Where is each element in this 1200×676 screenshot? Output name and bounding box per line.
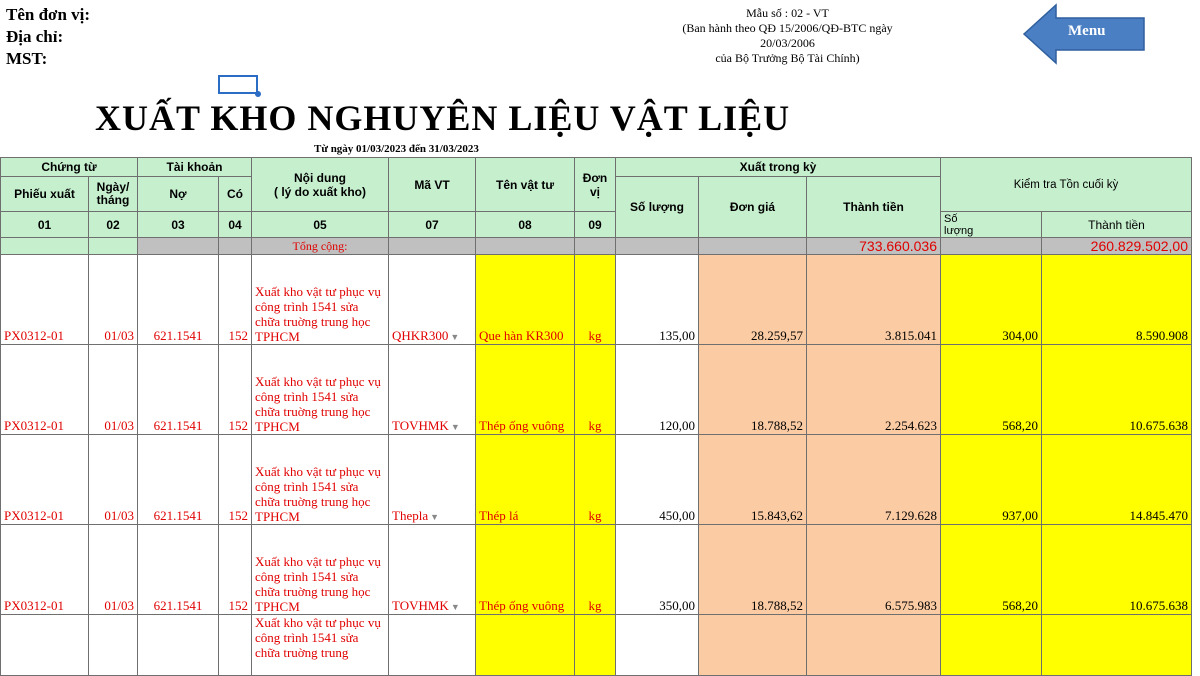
cell[interactable] (389, 238, 476, 255)
dropdown-arrow-icon[interactable]: ▼ (450, 602, 460, 612)
cell[interactable] (699, 615, 807, 676)
ten-vt-cell[interactable]: Thép ống vuông (476, 345, 575, 435)
cell[interactable] (89, 615, 138, 676)
cell[interactable] (699, 238, 807, 255)
table-row (1, 525, 1192, 615)
no-cell[interactable]: 621.1541 (138, 435, 219, 525)
menu-label: Menu (1068, 23, 1106, 39)
header-don-vi-2: vị (589, 184, 600, 199)
dropdown-arrow-icon[interactable]: ▼ (450, 422, 460, 432)
don-gia-cell[interactable]: 18.788,52 (699, 525, 807, 615)
header-no: Nợ (138, 177, 219, 212)
cell[interactable] (616, 615, 699, 676)
cell[interactable] (807, 615, 941, 676)
co-cell[interactable]: 152 (219, 435, 252, 525)
cell[interactable] (476, 238, 575, 255)
reason-cell[interactable]: Xuất kho vật tư phục vụ công trình 1541 sửa chữa truờng trung học TPHCM (252, 255, 389, 345)
header-ngay-1: Ngày/ (96, 180, 130, 194)
ngay-cell[interactable]: 01/03 (89, 255, 138, 345)
so-luong-cell[interactable]: 450,00 (616, 435, 699, 525)
cell[interactable] (941, 615, 1042, 676)
header-kt-so-2: lượng (944, 224, 974, 237)
ma-vt-cell[interactable] (389, 255, 476, 345)
cell[interactable] (219, 238, 252, 255)
reason-cell[interactable]: Xuất kho vật tư phục vụ công trình 1541 sửa chữa truờng trung học TPHCM (252, 525, 389, 615)
cell[interactable] (389, 615, 476, 676)
don-vi-cell[interactable]: kg (575, 255, 616, 345)
phieu-xuat-cell[interactable]: PX0312-01 (1, 255, 89, 345)
col-number: 09 (575, 212, 616, 238)
kt-thanh-tien-cell[interactable]: 10.675.638 (1042, 345, 1192, 435)
export-table (0, 157, 1192, 676)
ten-vt-cell[interactable]: Thép lá (476, 435, 575, 525)
cell[interactable] (616, 238, 699, 255)
selected-cell[interactable] (218, 75, 258, 94)
kt-thanh-tien-cell[interactable]: 10.675.638 (1042, 525, 1192, 615)
table-row (1, 255, 1192, 345)
cell[interactable] (1042, 615, 1192, 676)
totals-label[interactable]: Tổng cộng: (252, 238, 389, 255)
col-number: 03 (138, 212, 219, 238)
address-label: Địa chỉ: (6, 27, 64, 46)
phieu-xuat-cell[interactable]: PX0312-01 (1, 345, 89, 435)
date-range: Từ ngày 01/03/2023 đến 31/03/2023 (314, 143, 479, 155)
don-vi-cell[interactable]: kg (575, 345, 616, 435)
don-vi-cell[interactable]: kg (575, 435, 616, 525)
phieu-xuat-cell[interactable]: PX0312-01 (1, 525, 89, 615)
header-don-vi-1: Đơn (582, 170, 608, 185)
ten-vt-cell[interactable]: Que hàn KR300 (476, 255, 575, 345)
cell[interactable] (1, 238, 89, 255)
co-cell[interactable]: 152 (219, 345, 252, 435)
cell[interactable] (138, 615, 219, 676)
form-line-3: 20/03/2006 (760, 36, 815, 50)
table-row (1, 435, 1192, 525)
header-co: Có (219, 177, 252, 212)
kt-thanh-tien-cell[interactable]: 14.845.470 (1042, 435, 1192, 525)
reason-cell[interactable]: Xuất kho vật tư phục vụ công trình 1541 sửa chữa truờng trung (252, 615, 389, 676)
ma-vt-cell[interactable] (389, 435, 476, 525)
cell[interactable] (219, 615, 252, 676)
don-gia-cell[interactable]: 15.843,62 (699, 435, 807, 525)
ma-vt-cell[interactable] (389, 525, 476, 615)
kt-so-luong-cell[interactable]: 304,00 (941, 255, 1042, 345)
header-ten-vt: Tên vật tư (476, 158, 575, 212)
ngay-cell[interactable]: 01/03 (89, 345, 138, 435)
dropdown-arrow-icon[interactable]: ▼ (450, 332, 460, 342)
ngay-cell[interactable]: 01/03 (89, 525, 138, 615)
menu-button[interactable] (1022, 3, 1148, 65)
table-row (1, 345, 1192, 435)
header-don-gia: Đơn giá (699, 177, 807, 238)
kt-so-luong-cell[interactable]: 568,20 (941, 345, 1042, 435)
page-title: XUẤT KHO NGHUYÊN LIỆU VẬT LIỆU (95, 98, 791, 138)
col-number: 08 (476, 212, 575, 238)
header-so-luong: Số lượng (616, 177, 699, 238)
cell[interactable] (575, 615, 616, 676)
cell[interactable] (138, 238, 219, 255)
so-luong-cell[interactable]: 120,00 (616, 345, 699, 435)
thanh-tien-cell[interactable]: 7.129.628 (807, 435, 941, 525)
co-cell[interactable]: 152 (219, 525, 252, 615)
col-number: 01 (1, 212, 89, 238)
header-thanh-tien: Thành tiền (807, 177, 941, 238)
kt-so-luong-cell[interactable]: 937,00 (941, 435, 1042, 525)
don-vi-cell[interactable]: kg (575, 525, 616, 615)
don-gia-cell[interactable]: 18.788,52 (699, 345, 807, 435)
cell[interactable] (941, 238, 1042, 255)
col-number: 07 (389, 212, 476, 238)
no-cell[interactable]: 621.1541 (138, 255, 219, 345)
header-don-vi (575, 158, 616, 212)
thanh-tien-cell[interactable]: 2.254.623 (807, 345, 941, 435)
header-phieu-xuat: Phiếu xuất (1, 177, 89, 212)
form-number-block (660, 6, 915, 66)
header-tai-khoan: Tài khoản (138, 158, 252, 177)
table-row (1, 615, 1192, 676)
form-line-1: Mẫu số : 02 - VT (746, 6, 829, 20)
no-cell[interactable]: 621.1541 (138, 345, 219, 435)
totals-row (1, 238, 1192, 255)
table-body (1, 255, 1192, 676)
cell[interactable] (89, 238, 138, 255)
totals-thanh-tien[interactable]: 733.660.036 (807, 238, 941, 255)
form-line-4: của Bộ Trưởng Bộ Tài Chính) (715, 51, 860, 65)
col-number: 05 (252, 212, 389, 238)
don-gia-cell[interactable]: 28.259,57 (699, 255, 807, 345)
kt-thanh-tien-cell[interactable]: 8.590.908 (1042, 255, 1192, 345)
co-cell[interactable]: 152 (219, 255, 252, 345)
ngay-cell[interactable]: 01/03 (89, 435, 138, 525)
thanh-tien-cell[interactable]: 6.575.983 (807, 525, 941, 615)
reason-cell[interactable]: Xuất kho vật tư phục vụ công trình 1541 sửa chữa truờng trung học TPHCM (252, 435, 389, 525)
header-ngay (89, 177, 138, 212)
kt-so-luong-cell[interactable]: 568,20 (941, 525, 1042, 615)
header-kiem-tra: Kiểm tra Tồn cuối kỳ (941, 158, 1192, 212)
ten-vt-cell[interactable]: Thép ống vuông (476, 525, 575, 615)
form-line-2: (Ban hành theo QĐ 15/2006/QĐ-BTC ngày (682, 21, 893, 35)
header-ma-vt: Mã VT (389, 158, 476, 212)
phieu-xuat-cell[interactable]: PX0312-01 (1, 435, 89, 525)
ma-vt-value: TOVHMK (392, 418, 449, 433)
dropdown-arrow-icon[interactable]: ▼ (430, 512, 440, 522)
reason-cell[interactable]: Xuất kho vật tư phục vụ công trình 1541 sửa chữa truờng trung học TPHCM (252, 345, 389, 435)
header-kt-so-1: Số (944, 212, 958, 225)
thanh-tien-cell[interactable]: 3.815.041 (807, 255, 941, 345)
header-kt-so-luong (941, 212, 1042, 238)
totals-kt-thanh-tien[interactable]: 260.829.502,00 (1042, 238, 1192, 255)
unit-label: Tên đơn vị: (6, 5, 91, 24)
so-luong-cell[interactable]: 135,00 (616, 255, 699, 345)
header-noi-dung-sub: ( lý do xuất kho) (273, 184, 366, 199)
header-kt-thanh-tien: Thành tiền (1042, 212, 1192, 238)
ma-vt-value: QHKR300 (392, 328, 449, 343)
col-number: 02 (89, 212, 138, 238)
tax-label: MST: (6, 49, 48, 68)
ma-vt-cell[interactable] (389, 345, 476, 435)
header-noi-dung (252, 158, 389, 212)
ma-vt-value: TOVHMK (392, 598, 449, 613)
header-ngay-2: tháng (96, 193, 130, 207)
header-chung-tu: Chứng từ (1, 158, 138, 177)
cell[interactable] (476, 615, 575, 676)
no-cell[interactable]: 621.1541 (138, 525, 219, 615)
ma-vt-value: Thepla (392, 508, 429, 523)
cell[interactable] (1, 615, 89, 676)
col-number: 04 (219, 212, 252, 238)
cell[interactable] (575, 238, 616, 255)
header-xuat-trong-ky: Xuất trong kỳ (616, 158, 941, 177)
so-luong-cell[interactable]: 350,00 (616, 525, 699, 615)
company-info (6, 4, 90, 70)
header-noi-dung-label: Nội dung (294, 170, 346, 185)
